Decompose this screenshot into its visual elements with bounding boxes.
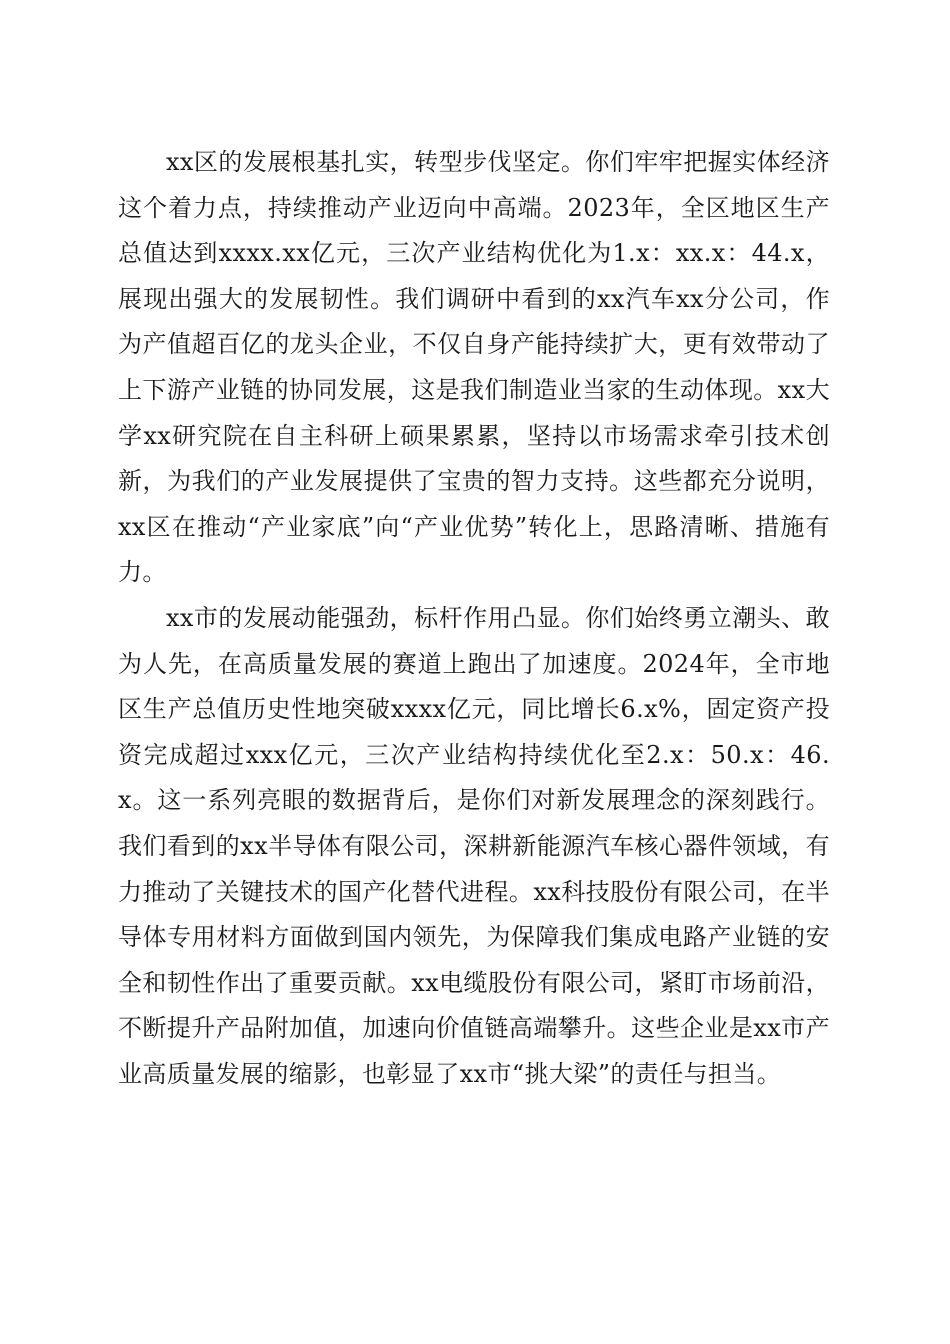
document-body <box>118 140 830 1097</box>
paragraph-district: xx区的发展根基扎实，转型步伐坚定。你们牢牢把握实体经济这个着力点，持续推动产业迈向中高端。2023年，全区地区生产总值达到xxxx.xx亿元，三次产业结构优化为1.x：xx.x：44.x，展现出强大的发展韧性。我们调研中看到的xx汽车xx分公司，作为产值超百亿的龙头企业，不仅自身产能持续扩大，更有效带动了上下游产业链的协同发展，这是我们制造业当家的生动体现。xx大学xx研究院在自主科研上硕果累累，坚持以市场需求牵引技术创新，为我们的产业发展提供了宝贵的智力支持。这些都充分说明，xx区在推动“产业家底”向“产业优势”转化上，思路清晰、措施有力。 <box>118 148 830 587</box>
paragraph-city: xx市的发展动能强劲，标杆作用凸显。你们始终勇立潮头、敢为人先，在高质量发展的赛道上跑出了加速度。2024年，全市地区生产总值历史性地突破xxxx亿元，同比增长6.x%，固定资产投资完成超过xxx亿元，三次产业结构持续优化至2.x：50.x：46.x。这一系列亮眼的数据背后，是你们对新发展理念的深刻践行。我们看到的xx半导体有限公司，深耕新能源汽车核心器件领域，有力推动了关键技术的国产化替代进程。xx科技股份有限公司，在半导体专用材料方面做到国内领先，为保障我们集成电路产业链的安全和韧性作出了重要贡献。xx电缆股份有限公司，紧盯市场前沿，不断提升产品附加值，加速向价值链高端攀升。这些企业是xx市产业高质量发展的缩影，也彰显了xx市“挑大梁”的责任与担当。 <box>118 603 830 1088</box>
